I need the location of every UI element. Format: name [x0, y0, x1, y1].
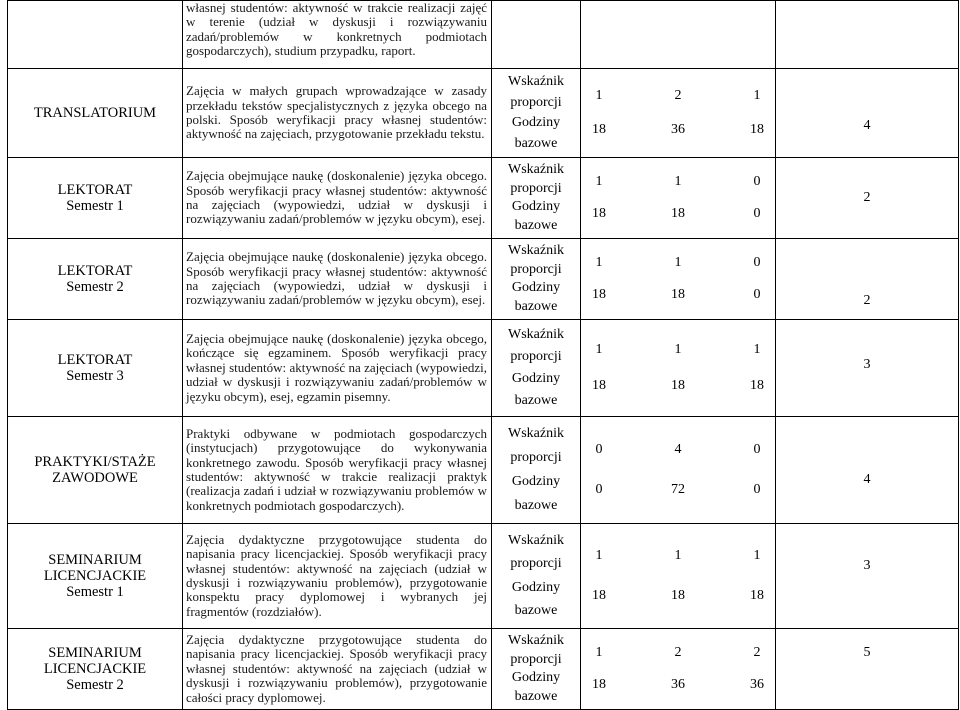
ratio-value: 1	[595, 341, 603, 357]
ratio-values	[581, 88, 775, 104]
course-name-cell	[8, 524, 183, 629]
ects-cell	[776, 629, 959, 710]
course-description-cell: Zajęcia obejmujące naukę (doskonalenie) języka obcego. Sposób weryfikacji pracy własnej studentów: aktywność na zajęciach (wypowiedzi, udział w dyskusji i rozwiązywaniu zadań/problemów w języku obcym), esej.	[183, 158, 492, 239]
course-name-line: Semestr 2	[66, 677, 124, 693]
course-name-line: LICENCJACKIE	[43, 568, 147, 584]
hours-values	[581, 206, 775, 222]
hours-values	[581, 287, 775, 303]
indicator-label: Godziny	[511, 280, 561, 296]
indicator-label: Wskaźnik	[508, 532, 564, 548]
course-name-line: Semestr 1	[66, 584, 124, 600]
hours-value: 36	[750, 676, 764, 692]
values-cell	[581, 320, 776, 417]
ects-cell	[776, 69, 959, 158]
indicator-label: proporcji	[510, 651, 562, 667]
indicator-label: Godziny	[511, 199, 561, 215]
indicator-label-cell	[492, 320, 581, 417]
ratio-value: 1	[674, 255, 682, 271]
indicator-label: proporcji	[510, 556, 562, 572]
hours-values	[581, 122, 775, 138]
indicator-label: bazowe	[514, 299, 558, 315]
hours-value: 0	[595, 482, 603, 497]
ects-value: 2	[863, 190, 871, 205]
indicator-label: bazowe	[514, 393, 558, 408]
hours-value: 18	[671, 286, 685, 302]
course-name-line: PRAKTYKI/STAŻE	[34, 454, 156, 470]
hours-value: 18	[750, 122, 764, 137]
ratio-value: 1	[753, 548, 761, 564]
course-name-cell	[8, 1, 183, 69]
table-row	[8, 239, 959, 320]
ratio-value: 0	[753, 442, 761, 457]
hours-value: 0	[753, 286, 761, 302]
table-body	[8, 1, 959, 710]
indicator-label: proporcji	[510, 450, 562, 465]
hours-value: 18	[592, 587, 606, 603]
ratio-values	[581, 255, 775, 271]
course-name-line: SEMINARIUM	[48, 552, 142, 568]
course-name-cell	[8, 417, 183, 524]
course-name-line: LICENCJACKIE	[43, 661, 147, 677]
ratio-value: 0	[753, 255, 761, 271]
hours-value: 18	[592, 676, 606, 692]
course-name-cell	[8, 239, 183, 320]
ratio-value: 2	[674, 645, 682, 661]
course-name-cell	[8, 629, 183, 710]
course-name-line: Semestr 1	[66, 198, 124, 214]
indicator-label: Wskaźnik	[508, 426, 564, 441]
ratio-value: 2	[753, 645, 761, 661]
course-name-line: LEKTORAT	[57, 263, 133, 279]
indicator-label-cell	[492, 158, 581, 239]
indicator-label: proporcji	[510, 261, 562, 277]
course-description-cell: własnej studentów: aktywność w trakcie realizacji zajęć w terenie (udział w dyskusji i rozwiązywaniu zadań/problemów w konkretnych podmiotach gospodarczych), studium przypadku, raport.	[183, 1, 492, 69]
course-description-cell: Zajęcia dydaktyczne przygotowujące studenta do napisania pracy licencjackiej. Sposób weryfikacji pracy własnej studentów: aktywność na zajęciach (udział w dyskusji i rozwiązywaniu problemów), przygotowanie całości pracy dyplomowej.	[183, 629, 492, 710]
course-name-line: ZAWODOWE	[52, 470, 138, 486]
hours-values	[581, 588, 775, 604]
hours-values	[581, 482, 775, 498]
values-cell	[581, 1, 776, 69]
ratio-values	[581, 342, 775, 358]
hours-value: 36	[671, 122, 685, 137]
ects-cell	[776, 1, 959, 69]
values-cell	[581, 629, 776, 710]
ratio-value: 1	[674, 548, 682, 564]
course-name-line: LEKTORAT	[57, 182, 133, 198]
ects-value: 3	[863, 558, 871, 573]
values-cell	[581, 524, 776, 629]
indicator-label-cell	[492, 524, 581, 629]
hours-value: 18	[750, 378, 764, 394]
course-description-cell: Zajęcia obejmujące naukę (doskonalenie) języka obcego, kończące się egzaminem. Sposób weryfikacji pracy własnej studentów: aktywność na zajęciach (wypowiedzi, udział w dyskusji i rozwiązywaniu zadań/problemów w języku obcym), esej, egzamin pisemny.	[183, 320, 492, 417]
ratio-value: 0	[595, 442, 603, 457]
course-name-cell	[8, 320, 183, 417]
table-row	[8, 417, 959, 524]
indicator-label: proporcji	[510, 349, 562, 364]
ratio-value: 1	[595, 88, 603, 103]
ects-value: 2	[863, 293, 871, 308]
indicator-label-cell	[492, 417, 581, 524]
hours-values	[581, 677, 775, 693]
course-name-cell	[8, 158, 183, 239]
hours-value: 0	[753, 482, 761, 497]
indicator-label: bazowe	[514, 135, 558, 151]
ratio-values	[581, 645, 775, 661]
hours-values	[581, 378, 775, 394]
course-description-cell: Zajęcia w małych grupach wprowadzające w zasady przekładu tekstów specjalistycznych z języka obcego na polski. Sposób weryfikacji pracy własnej studentów: aktywność na zajęciach, przygotowanie przekładu tekstu.	[183, 69, 492, 158]
indicator-label-cell	[492, 69, 581, 158]
table-row	[8, 69, 959, 158]
table-row	[8, 158, 959, 239]
indicator-label: Godziny	[511, 670, 561, 686]
indicator-label: Godziny	[511, 579, 561, 595]
indicator-label-cell	[492, 1, 581, 69]
ratio-value: 1	[674, 341, 682, 357]
hours-value: 72	[671, 482, 685, 497]
ects-cell	[776, 524, 959, 629]
ratio-value: 1	[753, 88, 761, 103]
ects-cell	[776, 239, 959, 320]
course-description-cell: Praktyki odbywane w podmiotach gospodarczych (instytucjach) przygotowujące do wykonywania konkretnego zawodu. Sposób weryfikacji pracy własnej studentów: aktywność w trakcie realizacji praktyk (realizacja zadań i udział w rozwiązywaniu problemów w konkretnych podmiotach gospodarczych).	[183, 417, 492, 524]
values-cell	[581, 158, 776, 239]
ects-cell	[776, 417, 959, 524]
course-name-line: SEMINARIUM	[48, 645, 142, 661]
hours-value: 18	[671, 587, 685, 603]
course-name-line: Semestr 3	[66, 368, 124, 384]
values-cell	[581, 69, 776, 158]
indicator-label: bazowe	[514, 603, 558, 619]
indicator-label: Wskaźnik	[508, 327, 564, 342]
ects-value: 4	[863, 118, 871, 133]
table-row	[8, 1, 959, 69]
indicator-label: Godziny	[511, 371, 561, 386]
indicator-label: Wskaźnik	[508, 74, 564, 90]
ratio-value: 1	[753, 341, 761, 357]
ratio-value: 0	[753, 174, 761, 190]
ratio-values	[581, 548, 775, 564]
course-name-line: LEKTORAT	[57, 352, 133, 368]
indicator-label: Wskaźnik	[508, 161, 564, 177]
ects-value: 5	[863, 645, 871, 660]
indicator-label: Wskaźnik	[508, 632, 564, 648]
indicator-label: proporcji	[510, 94, 562, 110]
indicator-label-cell	[492, 629, 581, 710]
ects-cell	[776, 320, 959, 417]
ects-cell	[776, 158, 959, 239]
course-name-line: Semestr 2	[66, 279, 124, 295]
indicator-label-cell	[492, 239, 581, 320]
table-row	[8, 629, 959, 710]
hours-value: 18	[671, 205, 685, 221]
hours-value: 18	[592, 205, 606, 221]
indicator-label: Godziny	[511, 115, 561, 131]
hours-value: 36	[671, 676, 685, 692]
ratio-value: 1	[595, 548, 603, 564]
ratio-value: 4	[674, 442, 682, 457]
hours-value: 18	[750, 587, 764, 603]
course-description-cell: Zajęcia obejmujące naukę (doskonalenie) języka obcego. Sposób weryfikacji pracy własnej studentów: aktywność na zajęciach (wypowiedzi, udział w dyskusji i rozwiązywaniu zadań/problemów w języku obcym), esej.	[183, 239, 492, 320]
table-row	[8, 320, 959, 417]
ratio-values	[581, 174, 775, 190]
ratio-value: 1	[674, 174, 682, 190]
hours-value: 18	[671, 378, 685, 394]
ects-value: 3	[863, 357, 871, 372]
course-description-cell: Zajęcia dydaktyczne przygotowujące studenta do napisania pracy licencjackiej. Sposób weryfikacji pracy własnej studentów: aktywność na zajęciach (udział w dyskusji i rozwiązywaniu problemów), przygotowanie konspektu pracy dyplomowej i wybranych jej fragmentów (rozdziałów).	[183, 524, 492, 629]
ratio-value: 1	[595, 645, 603, 661]
indicator-label: Wskaźnik	[508, 242, 564, 258]
indicator-label: bazowe	[514, 689, 558, 705]
ratio-value: 1	[595, 255, 603, 271]
table-row	[8, 524, 959, 629]
values-cell	[581, 417, 776, 524]
ratio-value: 1	[595, 174, 603, 190]
study-program-table	[7, 0, 959, 710]
indicator-label: bazowe	[514, 218, 558, 234]
indicator-label: bazowe	[514, 498, 558, 513]
indicator-label: proporcji	[510, 180, 562, 196]
hours-value: 0	[753, 205, 761, 221]
ratio-values	[581, 442, 775, 458]
hours-value: 18	[592, 122, 606, 137]
course-name-cell	[8, 69, 183, 158]
ratio-value: 2	[674, 88, 682, 103]
hours-value: 18	[592, 286, 606, 302]
values-cell	[581, 239, 776, 320]
course-name-line: TRANSLATORIUM	[33, 105, 157, 121]
indicator-label: Godziny	[511, 474, 561, 489]
hours-value: 18	[592, 378, 606, 394]
ects-value: 4	[863, 472, 871, 487]
